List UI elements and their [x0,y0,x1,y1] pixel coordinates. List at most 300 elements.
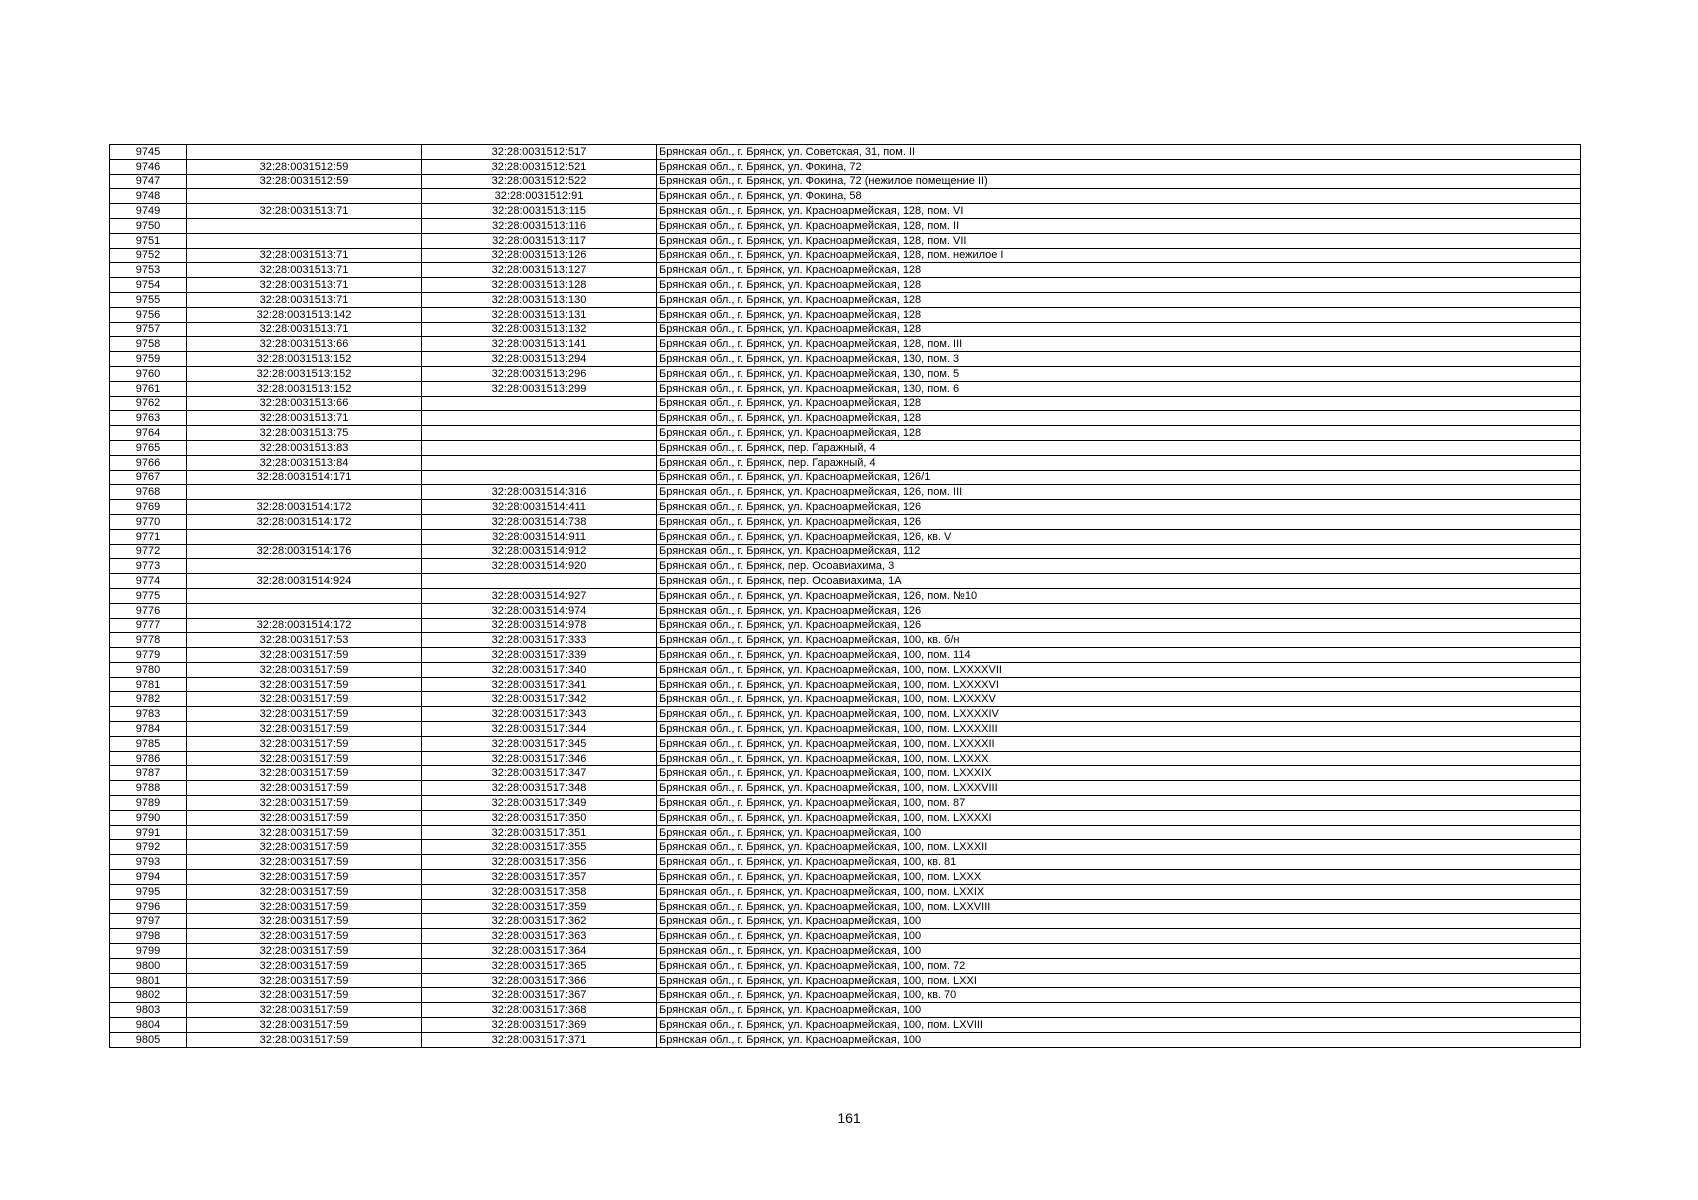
row-number-cell: 9803 [110,1003,187,1018]
address-cell: Брянская обл., г. Брянск, пер. Гаражный, 4 [657,455,1581,470]
table-row [110,366,1581,381]
table-row [110,559,1581,574]
object-number-cell [422,411,657,426]
row-number-cell: 9759 [110,352,187,367]
table-row [110,204,1581,219]
land-plot-number-cell: 32:28:0031517:59 [187,648,422,663]
table-row [110,485,1581,500]
table-row [110,426,1581,441]
address-cell: Брянская обл., г. Брянск, ул. Красноармейская, 100, пом. 87 [657,796,1581,811]
object-number-cell [422,455,657,470]
address-cell: Брянская обл., г. Брянск, ул. Красноармейская, 128, пом. II [657,218,1581,233]
row-number-cell: 9768 [110,485,187,500]
address-cell: Брянская обл., г. Брянск, ул. Красноармейская, 100 [657,1003,1581,1018]
object-number-cell: 32:28:0031517:348 [422,781,657,796]
row-number-cell: 9792 [110,840,187,855]
address-cell: Брянская обл., г. Брянск, ул. Красноармейская, 100, пом. LXXIX [657,884,1581,899]
table-row [110,973,1581,988]
object-number-cell: 32:28:0031514:920 [422,559,657,574]
table-row [110,396,1581,411]
address-cell: Брянская обл., г. Брянск, ул. Красноармейская, 126/1 [657,470,1581,485]
row-number-cell: 9769 [110,500,187,515]
table-row [110,352,1581,367]
object-number-cell: 32:28:0031517:368 [422,1003,657,1018]
row-number-cell: 9761 [110,381,187,396]
land-plot-number-cell: 32:28:0031517:59 [187,944,422,959]
land-plot-number-cell: 32:28:0031513:75 [187,426,422,441]
row-number-cell: 9772 [110,544,187,559]
land-plot-number-cell: 32:28:0031513:71 [187,263,422,278]
table-row [110,648,1581,663]
address-cell: Брянская обл., г. Брянск, ул. Красноармейская, 100, пом. 72 [657,958,1581,973]
address-cell: Брянская обл., г. Брянск, пер. Гаражный, 4 [657,440,1581,455]
land-plot-number-cell: 32:28:0031517:59 [187,973,422,988]
row-number-cell: 9787 [110,766,187,781]
table-row [110,781,1581,796]
row-number-cell: 9789 [110,796,187,811]
table-row [110,263,1581,278]
address-cell: Брянская обл., г. Брянск, ул. Красноармейская, 100, пом. LXXXXIV [657,707,1581,722]
address-cell: Брянская обл., г. Брянск, ул. Красноармейская, 100 [657,1032,1581,1047]
address-cell: Брянская обл., г. Брянск, ул. Красноармейская, 128 [657,278,1581,293]
land-plot-number-cell: 32:28:0031513:71 [187,204,422,219]
object-number-cell: 32:28:0031517:351 [422,825,657,840]
row-number-cell: 9751 [110,233,187,248]
land-plot-number-cell [187,233,422,248]
land-plot-number-cell [187,485,422,500]
land-plot-number-cell: 32:28:0031513:84 [187,455,422,470]
object-number-cell: 32:28:0031514:974 [422,603,657,618]
row-number-cell: 9747 [110,174,187,189]
address-cell: Брянская обл., г. Брянск, ул. Красноармейская, 100 [657,914,1581,929]
object-number-cell: 32:28:0031513:299 [422,381,657,396]
object-number-cell: 32:28:0031514:411 [422,500,657,515]
land-plot-number-cell: 32:28:0031514:171 [187,470,422,485]
table-row [110,677,1581,692]
table-row [110,707,1581,722]
address-cell: Брянская обл., г. Брянск, ул. Фокина, 58 [657,189,1581,204]
object-number-cell: 32:28:0031512:522 [422,174,657,189]
table-row [110,914,1581,929]
row-number-cell: 9764 [110,426,187,441]
land-plot-number-cell: 32:28:0031513:142 [187,307,422,322]
table-row [110,588,1581,603]
land-plot-number-cell: 32:28:0031513:71 [187,292,422,307]
address-cell: Брянская обл., г. Брянск, ул. Красноармейская, 100, пом. LXXXIX [657,766,1581,781]
row-number-cell: 9778 [110,633,187,648]
row-number-cell: 9779 [110,648,187,663]
row-number-cell: 9763 [110,411,187,426]
table-row [110,307,1581,322]
address-cell: Брянская обл., г. Брянск, ул. Красноармейская, 100, кв. б/н [657,633,1581,648]
row-number-cell: 9765 [110,440,187,455]
land-plot-number-cell: 32:28:0031514:176 [187,544,422,559]
address-cell: Брянская обл., г. Брянск, ул. Красноармейская, 100, кв. 70 [657,988,1581,1003]
address-cell: Брянская обл., г. Брянск, ул. Красноармейская, 100, пом. LXXXXVI [657,677,1581,692]
table-row [110,929,1581,944]
table-row [110,529,1581,544]
object-number-cell: 32:28:0031517:359 [422,899,657,914]
object-number-cell: 32:28:0031517:367 [422,988,657,1003]
address-cell: Брянская обл., г. Брянск, ул. Красноармейская, 100, пом. LXXVIII [657,899,1581,914]
row-number-cell: 9791 [110,825,187,840]
object-number-cell: 32:28:0031517:341 [422,677,657,692]
table-row [110,899,1581,914]
object-number-cell: 32:28:0031517:358 [422,884,657,899]
registry-table [109,144,1581,1048]
table-row [110,514,1581,529]
object-number-cell: 32:28:0031517:362 [422,914,657,929]
object-number-cell: 32:28:0031513:131 [422,307,657,322]
table-row [110,159,1581,174]
object-number-cell [422,426,657,441]
land-plot-number-cell: 32:28:0031517:59 [187,840,422,855]
land-plot-number-cell [187,218,422,233]
table-row [110,618,1581,633]
address-cell: Брянская обл., г. Брянск, пер. Осоавиахима, 3 [657,559,1581,574]
address-cell: Брянская обл., г. Брянск, пер. Осоавиахима, 1А [657,574,1581,589]
address-cell: Брянская обл., г. Брянск, ул. Красноармейская, 112 [657,544,1581,559]
address-cell: Брянская обл., г. Брянск, ул. Красноармейская, 126 [657,618,1581,633]
table-row [110,337,1581,352]
land-plot-number-cell: 32:28:0031513:83 [187,440,422,455]
address-cell: Брянская обл., г. Брянск, ул. Фокина, 72 [657,159,1581,174]
table-row [110,810,1581,825]
object-number-cell: 32:28:0031517:345 [422,736,657,751]
row-number-cell: 9753 [110,263,187,278]
row-number-cell: 9785 [110,736,187,751]
table-row [110,189,1581,204]
land-plot-number-cell: 32:28:0031517:59 [187,796,422,811]
row-number-cell: 9757 [110,322,187,337]
address-cell: Брянская обл., г. Брянск, ул. Красноармейская, 128 [657,396,1581,411]
object-number-cell: 32:28:0031514:738 [422,514,657,529]
table-row [110,174,1581,189]
row-number-cell: 9798 [110,929,187,944]
table-row [110,470,1581,485]
land-plot-number-cell [187,529,422,544]
address-cell: Брянская обл., г. Брянск, ул. Советская, 31, пом. II [657,145,1581,160]
object-number-cell: 32:28:0031514:978 [422,618,657,633]
address-cell: Брянская обл., г. Брянск, ул. Красноармейская, 126 [657,514,1581,529]
table-row [110,218,1581,233]
table-row [110,662,1581,677]
row-number-cell: 9797 [110,914,187,929]
address-cell: Брянская обл., г. Брянск, ул. Красноармейская, 128 [657,411,1581,426]
land-plot-number-cell [187,189,422,204]
row-number-cell: 9746 [110,159,187,174]
row-number-cell: 9799 [110,944,187,959]
land-plot-number-cell [187,603,422,618]
object-number-cell: 32:28:0031517:343 [422,707,657,722]
address-cell: Брянская обл., г. Брянск, ул. Красноармейская, 100, пом. LXXXII [657,840,1581,855]
row-number-cell: 9794 [110,870,187,885]
row-number-cell: 9793 [110,855,187,870]
row-number-cell: 9784 [110,722,187,737]
land-plot-number-cell: 32:28:0031514:172 [187,514,422,529]
land-plot-number-cell: 32:28:0031517:59 [187,722,422,737]
registry-table-body [110,145,1581,1048]
address-cell: Брянская обл., г. Брянск, ул. Красноармейская, 126, пом. №10 [657,588,1581,603]
address-cell: Брянская обл., г. Брянск, ул. Красноармейская, 128 [657,322,1581,337]
land-plot-number-cell: 32:28:0031517:59 [187,855,422,870]
table-row [110,574,1581,589]
land-plot-number-cell: 32:28:0031517:59 [187,662,422,677]
object-number-cell: 32:28:0031513:294 [422,352,657,367]
object-number-cell: 32:28:0031514:316 [422,485,657,500]
row-number-cell: 9783 [110,707,187,722]
object-number-cell: 32:28:0031517:347 [422,766,657,781]
object-number-cell: 32:28:0031513:132 [422,322,657,337]
object-number-cell: 32:28:0031513:141 [422,337,657,352]
row-number-cell: 9790 [110,810,187,825]
row-number-cell: 9755 [110,292,187,307]
row-number-cell: 9795 [110,884,187,899]
object-number-cell [422,574,657,589]
object-number-cell: 32:28:0031517:363 [422,929,657,944]
object-number-cell: 32:28:0031517:366 [422,973,657,988]
address-cell: Брянская обл., г. Брянск, ул. Красноармейская, 100, пом. LXXI [657,973,1581,988]
address-cell: Брянская обл., г. Брянск, ул. Красноармейская, 100, кв. 81 [657,855,1581,870]
address-cell: Брянская обл., г. Брянск, ул. Красноармейская, 126, пом. III [657,485,1581,500]
row-number-cell: 9802 [110,988,187,1003]
address-cell: Брянская обл., г. Брянск, ул. Красноармейская, 128, пом. III [657,337,1581,352]
table-row [110,544,1581,559]
land-plot-number-cell: 32:28:0031517:59 [187,692,422,707]
table-row [110,292,1581,307]
table-row [110,825,1581,840]
object-number-cell: 32:28:0031517:350 [422,810,657,825]
land-plot-number-cell: 32:28:0031517:53 [187,633,422,648]
object-number-cell: 32:28:0031514:927 [422,588,657,603]
object-number-cell: 32:28:0031512:521 [422,159,657,174]
land-plot-number-cell: 32:28:0031514:172 [187,500,422,515]
table-row [110,988,1581,1003]
table-row [110,500,1581,515]
land-plot-number-cell: 32:28:0031517:59 [187,677,422,692]
table-row [110,633,1581,648]
object-number-cell: 32:28:0031513:128 [422,278,657,293]
table-row [110,278,1581,293]
address-cell: Брянская обл., г. Брянск, ул. Красноармейская, 100 [657,944,1581,959]
row-number-cell: 9796 [110,899,187,914]
table-row [110,411,1581,426]
address-cell: Брянская обл., г. Брянск, ул. Красноармейская, 128 [657,426,1581,441]
land-plot-number-cell: 32:28:0031517:59 [187,929,422,944]
table-row [110,381,1581,396]
address-cell: Брянская обл., г. Брянск, ул. Красноармейская, 128 [657,307,1581,322]
row-number-cell: 9771 [110,529,187,544]
address-cell: Брянская обл., г. Брянск, ул. Красноармейская, 128, пом. VII [657,233,1581,248]
land-plot-number-cell: 32:28:0031517:59 [187,766,422,781]
table-row [110,692,1581,707]
address-cell: Брянская обл., г. Брянск, ул. Красноармейская, 100, пом. LXXX [657,870,1581,885]
table-row [110,455,1581,470]
row-number-cell: 9750 [110,218,187,233]
object-number-cell: 32:28:0031513:115 [422,204,657,219]
land-plot-number-cell: 32:28:0031517:59 [187,988,422,1003]
land-plot-number-cell: 32:28:0031513:152 [187,352,422,367]
row-number-cell: 9776 [110,603,187,618]
address-cell: Брянская обл., г. Брянск, ул. Красноармейская, 100, пом. 114 [657,648,1581,663]
table-row [110,751,1581,766]
land-plot-number-cell: 32:28:0031517:59 [187,707,422,722]
table-row [110,145,1581,160]
address-cell: Брянская обл., г. Брянск, ул. Красноармейская, 100, пом. LXXXXIII [657,722,1581,737]
row-number-cell: 9745 [110,145,187,160]
address-cell: Брянская обл., г. Брянск, ул. Красноармейская, 100, пом. LXXXVIII [657,781,1581,796]
row-number-cell: 9766 [110,455,187,470]
table-row [110,736,1581,751]
row-number-cell: 9804 [110,1018,187,1033]
object-number-cell [422,470,657,485]
row-number-cell: 9780 [110,662,187,677]
object-number-cell: 32:28:0031517:342 [422,692,657,707]
land-plot-number-cell [187,588,422,603]
address-cell: Брянская обл., г. Брянск, ул. Красноармейская, 130, пом. 3 [657,352,1581,367]
land-plot-number-cell: 32:28:0031517:59 [187,870,422,885]
land-plot-number-cell: 32:28:0031517:59 [187,1003,422,1018]
object-number-cell: 32:28:0031513:126 [422,248,657,263]
address-cell: Брянская обл., г. Брянск, ул. Красноармейская, 100, пом. LXVIII [657,1018,1581,1033]
row-number-cell: 9805 [110,1032,187,1047]
row-number-cell: 9775 [110,588,187,603]
object-number-cell: 32:28:0031517:339 [422,648,657,663]
row-number-cell: 9767 [110,470,187,485]
row-number-cell: 9782 [110,692,187,707]
object-number-cell [422,440,657,455]
row-number-cell: 9800 [110,958,187,973]
address-cell: Брянская обл., г. Брянск, ул. Красноармейская, 100, пом. LXXXXI [657,810,1581,825]
address-cell: Брянская обл., г. Брянск, ул. Фокина, 72 (нежилое помещение II) [657,174,1581,189]
table-row [110,870,1581,885]
row-number-cell: 9774 [110,574,187,589]
land-plot-number-cell: 32:28:0031513:66 [187,337,422,352]
object-number-cell [422,396,657,411]
row-number-cell: 9788 [110,781,187,796]
row-number-cell: 9781 [110,677,187,692]
object-number-cell: 32:28:0031513:117 [422,233,657,248]
table-row [110,603,1581,618]
address-cell: Брянская обл., г. Брянск, ул. Красноармейская, 128 [657,292,1581,307]
row-number-cell: 9752 [110,248,187,263]
row-number-cell: 9801 [110,973,187,988]
object-number-cell: 32:28:0031517:369 [422,1018,657,1033]
object-number-cell: 32:28:0031517:349 [422,796,657,811]
address-cell: Брянская обл., г. Брянск, ул. Красноармейская, 100 [657,929,1581,944]
address-cell: Брянская обл., г. Брянск, ул. Красноармейская, 130, пом. 6 [657,381,1581,396]
object-number-cell: 32:28:0031513:116 [422,218,657,233]
object-number-cell: 32:28:0031517:346 [422,751,657,766]
land-plot-number-cell: 32:28:0031513:71 [187,278,422,293]
land-plot-number-cell: 32:28:0031512:59 [187,174,422,189]
land-plot-number-cell [187,145,422,160]
address-cell: Брянская обл., г. Брянск, ул. Красноармейская, 126 [657,500,1581,515]
table-row [110,766,1581,781]
table-row [110,1003,1581,1018]
land-plot-number-cell: 32:28:0031517:59 [187,958,422,973]
object-number-cell: 32:28:0031517:333 [422,633,657,648]
table-row [110,958,1581,973]
object-number-cell: 32:28:0031517:365 [422,958,657,973]
table-row [110,1018,1581,1033]
land-plot-number-cell: 32:28:0031513:152 [187,381,422,396]
row-number-cell: 9777 [110,618,187,633]
table-row [110,855,1581,870]
land-plot-number-cell: 32:28:0031514:172 [187,618,422,633]
land-plot-number-cell: 32:28:0031513:71 [187,248,422,263]
table-row [110,440,1581,455]
object-number-cell: 32:28:0031513:127 [422,263,657,278]
row-number-cell: 9756 [110,307,187,322]
address-cell: Брянская обл., г. Брянск, ул. Красноармейская, 128, пом. VI [657,204,1581,219]
address-cell: Брянская обл., г. Брянск, ул. Красноармейская, 126 [657,603,1581,618]
land-plot-number-cell: 32:28:0031513:71 [187,322,422,337]
land-plot-number-cell: 32:28:0031517:59 [187,884,422,899]
row-number-cell: 9760 [110,366,187,381]
page-number: 161 [837,1110,861,1126]
object-number-cell: 32:28:0031512:517 [422,145,657,160]
address-cell: Брянская обл., г. Брянск, ул. Красноармейская, 100, пом. LXXXXII [657,736,1581,751]
object-number-cell: 32:28:0031517:364 [422,944,657,959]
row-number-cell: 9749 [110,204,187,219]
address-cell: Брянская обл., г. Брянск, ул. Красноармейская, 128 [657,263,1581,278]
row-number-cell: 9786 [110,751,187,766]
land-plot-number-cell: 32:28:0031513:66 [187,396,422,411]
address-cell: Брянская обл., г. Брянск, ул. Красноармейская, 100 [657,825,1581,840]
table-row [110,796,1581,811]
table-row [110,1032,1581,1047]
address-cell: Брянская обл., г. Брянск, ул. Красноармейская, 128, пом. нежилое I [657,248,1581,263]
object-number-cell: 32:28:0031517:371 [422,1032,657,1047]
land-plot-number-cell: 32:28:0031514:924 [187,574,422,589]
table-row [110,884,1581,899]
row-number-cell: 9748 [110,189,187,204]
object-number-cell: 32:28:0031513:130 [422,292,657,307]
land-plot-number-cell: 32:28:0031517:59 [187,736,422,751]
object-number-cell: 32:28:0031517:356 [422,855,657,870]
land-plot-number-cell: 32:28:0031517:59 [187,1018,422,1033]
land-plot-number-cell: 32:28:0031517:59 [187,825,422,840]
row-number-cell: 9754 [110,278,187,293]
row-number-cell: 9773 [110,559,187,574]
table-row [110,248,1581,263]
land-plot-number-cell [187,559,422,574]
table-row [110,840,1581,855]
object-number-cell: 32:28:0031517:340 [422,662,657,677]
object-number-cell: 32:28:0031514:911 [422,529,657,544]
object-number-cell: 32:28:0031517:355 [422,840,657,855]
table-row [110,322,1581,337]
land-plot-number-cell: 32:28:0031513:71 [187,411,422,426]
land-plot-number-cell: 32:28:0031517:59 [187,1032,422,1047]
land-plot-number-cell: 32:28:0031513:152 [187,366,422,381]
table-row [110,944,1581,959]
row-number-cell: 9770 [110,514,187,529]
land-plot-number-cell: 32:28:0031517:59 [187,751,422,766]
object-number-cell: 32:28:0031512:91 [422,189,657,204]
object-number-cell: 32:28:0031514:912 [422,544,657,559]
land-plot-number-cell: 32:28:0031517:59 [187,781,422,796]
address-cell: Брянская обл., г. Брянск, ул. Красноармейская, 100, пом. LXXXXV [657,692,1581,707]
table-row [110,722,1581,737]
row-number-cell: 9758 [110,337,187,352]
address-cell: Брянская обл., г. Брянск, ул. Красноармейская, 130, пом. 5 [657,366,1581,381]
land-plot-number-cell: 32:28:0031517:59 [187,810,422,825]
address-cell: Брянская обл., г. Брянск, ул. Красноармейская, 100, пом. LXXXXVII [657,662,1581,677]
land-plot-number-cell: 32:28:0031517:59 [187,899,422,914]
object-number-cell: 32:28:0031517:357 [422,870,657,885]
